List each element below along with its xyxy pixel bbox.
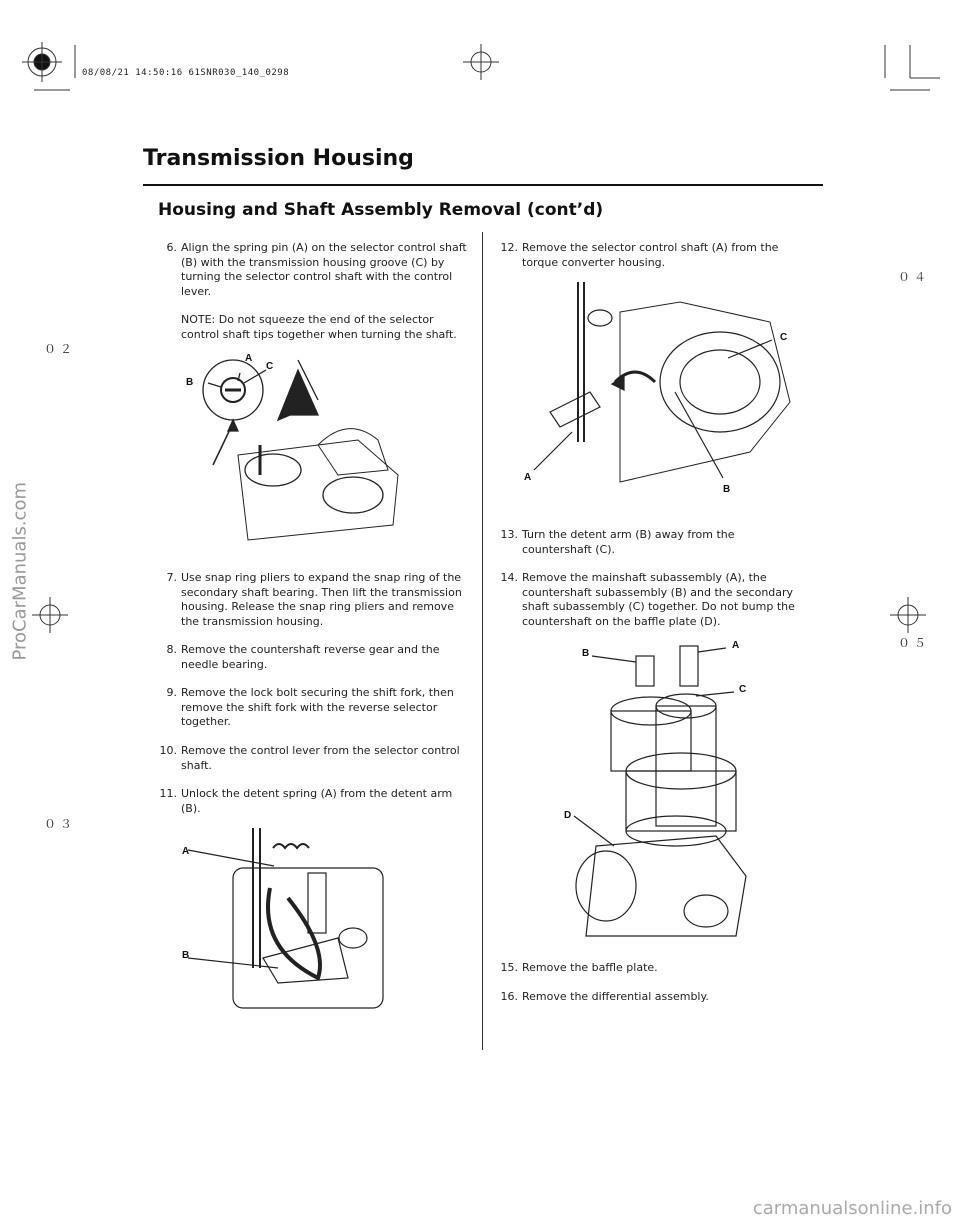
label-B: B <box>186 377 194 388</box>
step-7: 7. Use snap ring pliers to expand the snap ring of the secondary shaft bearing. Then lift the transmission housing. Release the snap ring pliers and remove the transmission housing. <box>166 571 462 628</box>
section-subtitle: Housing and Shaft Assembly Removal (cont’d) <box>158 200 604 220</box>
label-A: A <box>732 640 740 651</box>
column-divider <box>482 232 483 1050</box>
label-C: C <box>780 332 788 343</box>
note: NOTE: Do not squeeze the end of the selector control shaft tips together when turning the shaft. <box>181 313 457 341</box>
step-10: 10. Remove the control lever from the selector control shaft. <box>159 744 460 772</box>
label-A: A <box>524 472 532 483</box>
watermark-bottom: carmanualsonline.info <box>752 1198 952 1219</box>
watermark-left: ProCarManuals.com <box>9 481 31 661</box>
label-D: D <box>564 810 572 821</box>
figure-detent-spring <box>178 828 408 1013</box>
step-11: 11. Unlock the detent spring (A) from the detent arm (B). <box>159 787 453 815</box>
step-16: 16. Remove the differential assembly. <box>500 990 709 1003</box>
step-8: 8. Remove the countershaft reverse gear and the needle bearing. <box>166 643 440 671</box>
label-A: A <box>182 846 190 857</box>
figure-spring-pin-alignment <box>178 345 408 545</box>
label-B: B <box>182 950 190 961</box>
title-rule <box>143 184 823 186</box>
step-13: 13. Turn the detent arm (B) away from the countershaft (C). <box>500 528 735 556</box>
figure-selector-shaft <box>520 282 800 497</box>
label-C: C <box>266 361 274 372</box>
step-14: 14. Remove the mainshaft subassembly (A), the countershaft subassembly (B) and the secondary shaft subassembly (C) together. Do not bump the countershaft on the baffle plate (D). <box>500 571 795 628</box>
label-C: C <box>739 684 747 695</box>
print-stamp: 08/08/21 14:50:16 61SNR030_140_0298 <box>82 68 290 78</box>
margin-number: ０３ <box>44 817 77 831</box>
page-title: Transmission Housing <box>143 146 414 171</box>
step-6: 6. Align the spring pin (A) on the selector control shaft (B) with the transmission housing groove (C) by turning the selector control shaft with the control lever. NOTE: Do not squeeze the end of the selector control shaft tips together when turning the shaft. <box>166 241 467 341</box>
figure-shaft-subassemblies <box>556 636 756 941</box>
step-15: 15. Remove the baffle plate. <box>500 961 658 974</box>
step-9: 9. Remove the lock bolt securing the shift fork, then remove the shift fork with the reverse selector together. <box>166 686 454 728</box>
label-A: A <box>245 353 253 364</box>
step-12: 12. Remove the selector control shaft (A) from the torque converter housing. <box>500 241 779 269</box>
label-B: B <box>582 648 590 659</box>
margin-number: ０２ <box>44 342 77 356</box>
label-B: B <box>723 484 731 495</box>
margin-number: ０４ <box>898 270 931 284</box>
margin-number: ０５ <box>898 636 931 650</box>
